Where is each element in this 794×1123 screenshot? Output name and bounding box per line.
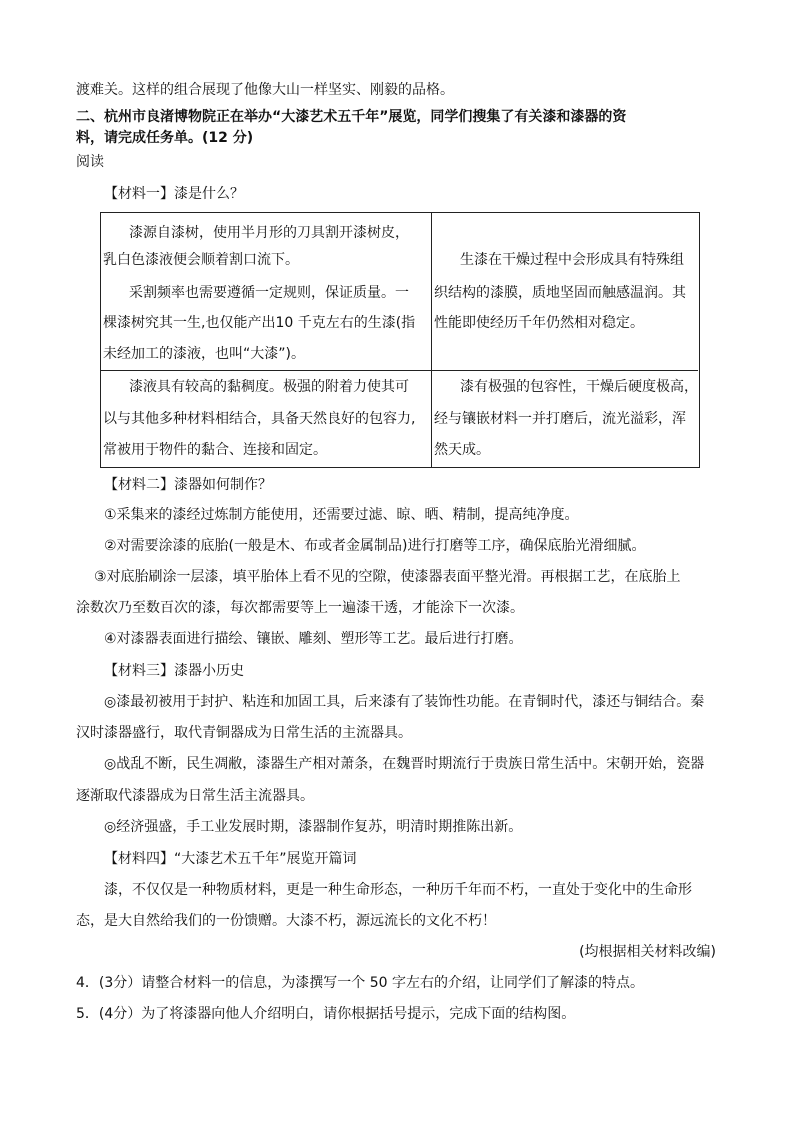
read-label: 阅读 [76,154,104,170]
material3-title: 【材料三】漆器小历史 [104,663,244,679]
history-para-3: ◎经济强盛，手工业发展时期，漆器制作复苏，明清时期推陈出新。 [104,819,523,835]
history-para-1: ◎漆最初被用于封护、粘连和加固工具，后来漆有了装饰性功能。在青铜时代，漆还与铜结合。秦 [104,694,705,710]
cell-text: 以与其他多种材料相结合，具备天然良好的包容力, [103,411,416,427]
table-cell-bottom-right [432,371,698,467]
question-4: 4．(3分）请整合材料一的信息，为漆撰写一个 50 字左右的介绍，让同学们了解漆的特点。 [76,975,644,991]
history-para-1-cont: 汉时漆器盛行，取代青铜器成为日常生活的主流器具。 [76,725,412,741]
step-1: ①采集来的漆经过炼制方能使用，还需要过滤、晾、晒、精制，提高纯净度。 [104,507,579,523]
section-heading-cont: 料，请完成任务单。(12 分) [76,130,254,146]
step-3-cont: 涂数次乃至数百次的漆，每次都需要等上一遍漆干透，才能涂下一次漆。 [76,600,524,616]
cell-text: 常被用于物件的黏合、连接和固定。 [103,442,327,458]
cell-text: 然天成。 [434,442,490,458]
intro-line: 渡难关。这样的组合展现了他像大山一样坚实、刚毅的品格。 [76,82,454,98]
table-cell-top-left [101,213,432,371]
source-note: (均根据相关材料改编) [579,944,716,960]
question-5: 5．(4分）为了将漆器向他人介绍明白，请你根据括号提示，完成下面的结构图。 [76,1006,576,1022]
cell-text: 经与镶嵌材料一并打磨后，流光溢彩，浑 [434,411,686,427]
material4-title: 【材料四】“大漆艺术五千年”展览开篇词 [104,851,357,867]
cell-text: 漆液具有较高的黏稠度。极强的附着力使其可 [129,379,409,395]
history-para-2-cont: 逐渐取代漆器成为日常生活主流器具。 [76,788,314,804]
table-cell-top-right [432,213,698,371]
material2-title: 【材料二】漆器如何制作？ [104,477,272,493]
cell-text: 采割频率也需要遵循一定规则，保证质量。一 [129,285,409,301]
cell-text: 性能即使经历千年仍然相对稳定。 [434,315,644,331]
step-2: ②对需要涂漆的底胎(一般是木、布或者金属制品)进行打磨等工序，确保底胎光滑细腻。 [104,538,646,554]
section-heading: 二、杭州市良渚博物院正在举办“大漆艺术五千年”展览，同学们搜集了有关漆和漆器的资 [76,109,627,125]
opening-text-cont: 态，是大自然给我们的一份馈赠。大漆不朽，源远流长的文化不朽！ [76,913,496,929]
cell-text: 生漆在干燥过程中会形成具有特殊组 [460,252,684,268]
step-4: ④对漆器表面进行描绘、镶嵌、雕刻、塑形等工艺。最后进行打磨。 [104,631,523,647]
cell-text: 漆有极强的包容性，干燥后硬度极高， [460,379,698,395]
step-3: ③对底胎刷涂一层漆，填平胎体上看不见的空隙，使漆器表面平整光滑。再根据工艺，在底胎上 [94,569,681,585]
table-cell-bottom-left [101,371,432,467]
cell-text: 织结构的漆膜，质地坚固而触感温润。其 [434,285,686,301]
cell-text: 棵漆树究其一生,也仅能产出10 千克左右的生漆(指 [103,315,416,331]
material1-table [100,212,700,468]
cell-text: 漆源自漆树，使用半月形的刀具割开漆树皮， [129,225,409,241]
history-para-2: ◎战乱不断，民生凋敝，漆器生产相对萧条，在魏晋时期流行于贵族日常生活中。宋朝开始，瓷器 [104,756,705,772]
material1-title: 【材料一】漆是什么？ [104,186,244,202]
cell-text: 乳白色漆液便会顺着割口流下。 [103,252,299,268]
cell-text: 未经加工的漆液，也叫“大漆”)。 [103,346,305,362]
opening-text: 漆，不仅仅是一种物质材料，更是一种生命形态，一种历千年而不朽，一直处于变化中的生命形 [104,882,692,898]
